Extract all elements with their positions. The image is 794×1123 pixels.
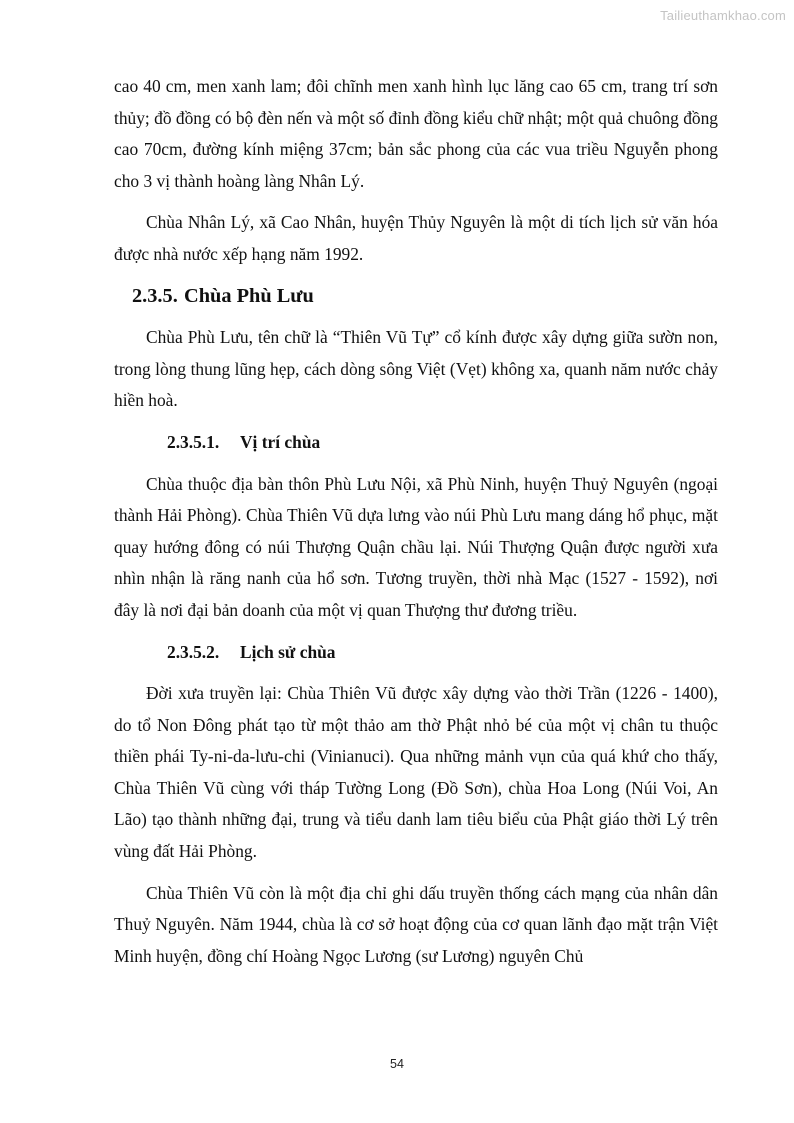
subsection-title: Vị trí chùa [240, 431, 321, 452]
paragraph-location: Chùa thuộc địa bàn thôn Phù Lưu Nội, xã Phù Ninh, huyện Thuỷ Nguyên (ngoại thành Hải Phòng). Chùa Thiên Vũ dựa lưng vào núi Phù Lưu mang dáng hổ phục, mặt quay hướng đông có núi Thượng Quận chầu lại. Núi Thượng Quận được người xưa nhìn nhận là răng nanh của hổ sơn. Tương truyền, thời nhà Mạc (1527 - 1592), nơi đây là nơi đại bản doanh của một vị quan Thượng thư đương triều. [114, 473, 718, 620]
subsection-title: Lịch sử chùa [240, 641, 336, 662]
subsection-heading-history [114, 637, 718, 669]
paragraph-history: Đời xưa truyền lại: Chùa Thiên Vũ được xây dựng vào thời Trần (1226 - 1400), do tổ Non Đông phát tạo từ một thảo am thờ Phật nhỏ bé của một vị chân tu thuộc thiền phái Ty-ni-da-lưu-chi (Vinianuci). Qua những mảnh vụn của quá khứ cho thấy, Chùa Thiên Vũ cùng với tháp Tường Long (Đồ Sơn), chùa Hoa Long (Núi Voi, An Lão) tạo thành những đại, trung và tiểu danh lam tiêu biểu của Phật giáo thời Lý trên vùng đất Hải Phòng. [114, 683, 718, 862]
subsection-number: 2.3.5.2. [167, 641, 220, 662]
subsection-number: 2.3.5.1. [167, 431, 220, 452]
section-number: 2.3.5. [132, 284, 178, 307]
subsection-heading-location [114, 427, 718, 459]
section-intro: Chùa Phù Lưu, tên chữ là “Thiên Vũ Tự” cổ kính được xây dựng giữa sườn non, trong lòng thung lũng hẹp, cách dòng sông Việt (Vẹt) không xa, quanh năm nước chảy hiền hoà. [114, 327, 718, 411]
paragraph-heritage-ranking: Chùa Nhân Lý, xã Cao Nhân, huyện Thủy Nguyên là một di tích lịch sử văn hóa được nhà nước xếp hạng năm 1992. [114, 212, 718, 264]
watermark: Tailieuthamkhao.com [660, 8, 786, 23]
section-title: Chùa Phù Lưu [184, 284, 314, 307]
section-heading [114, 281, 718, 313]
page-number: 54 [390, 1057, 404, 1071]
paragraph-revolution: Chùa Thiên Vũ còn là một địa chỉ ghi dấu truyền thống cách mạng của nhân dân Thuỷ Nguyên. Năm 1944, chùa là cơ sở hoạt động của cơ quan lãnh đạo mặt trận Việt Minh huyện, đồng chí Hoàng Ngọc Lương (sư Lương) nguyên Chủ [114, 882, 718, 966]
page-content [114, 71, 718, 972]
paragraph-continuation: cao 40 cm, men xanh lam; đôi chĩnh men xanh hình lục lăng cao 65 cm, trang trí sơn thủy; đồ đồng có bộ đèn nến và một số đỉnh đồng kiểu chữ nhật; một quả chuông đồng cao 70cm, đường kính miệng 37cm; bản sắc phong của các vua triều Nguyễn phong cho 3 vị thành hoàng làng Nhân Lý. [114, 76, 718, 191]
